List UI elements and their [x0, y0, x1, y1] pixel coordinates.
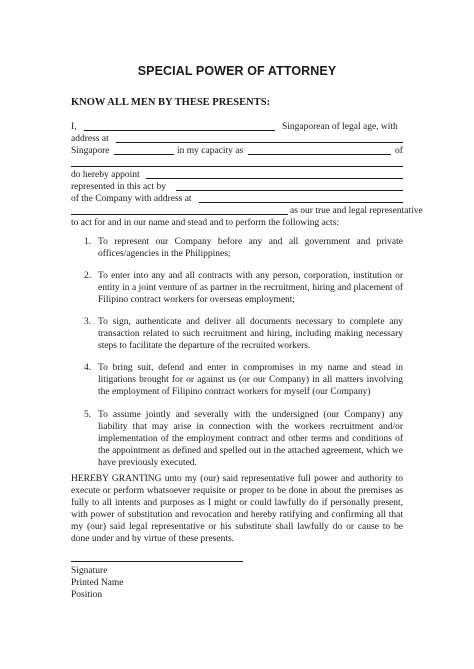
name-blank[interactable] [84, 121, 275, 131]
item-number: 2. [84, 271, 92, 281]
signature-line[interactable] [71, 561, 243, 562]
position-label: Position [71, 590, 103, 600]
company-blank[interactable] [71, 157, 403, 167]
appointee-blank[interactable] [146, 169, 403, 179]
item-text: To represent our Company before any and all government and private offices/agencies in the Philippines; [98, 237, 403, 259]
capacity-blank[interactable] [248, 145, 391, 155]
to-act-text: to act for and in our name and stead and to perform the following acts: [71, 218, 340, 228]
postal-blank[interactable] [114, 145, 174, 155]
address-blank[interactable] [116, 133, 403, 143]
i-label: I, [71, 122, 77, 132]
address-at-label: address at [71, 134, 109, 144]
singapore-label: Singapore [71, 146, 110, 156]
of-label: of [395, 146, 403, 156]
item-number: 1. [84, 237, 92, 247]
subheading: KNOW ALL MEN BY THESE PRESENTS: [71, 97, 271, 108]
representative-blank[interactable] [176, 181, 403, 191]
company-address-blank[interactable] [199, 193, 403, 203]
signature-label: Signature [71, 566, 108, 576]
true-legal-text: as our true and legal representative [290, 206, 423, 216]
form-line-i [71, 121, 77, 133]
document-title: SPECIAL POWER OF ATTORNEY [137, 64, 337, 78]
item-text: To assume jointly and severally with the undersigned (our Company) any liability that may arise in connection with the workers recruitment and/or implementation of the employment contract and other terms and conditions of the appointment as defined and spelled out in the attached agreement, which we have previously executed. [98, 410, 403, 468]
item-text: To bring suit, defend and enter in compromises in my name and stead in litigations brought for or against us (or our Company) in all matters involving the employment of Filipino contract workers for myself (our Company) [98, 363, 403, 397]
granting-paragraph: HEREBY GRANTING unto my (our) said representative full power and authority to execute or perform whatsoever requisite or proper to be done in about the premises as fully to all intents and purposes as I might or could lawfully do if personally present, with power of substitution and revocation and hereby ratifying and confirming all that my (our) said legal representative or his substitute shall lawfully do or cause to be done under and by virtue of these presents. [71, 474, 403, 544]
appoint-label: do hereby appoint [71, 170, 140, 180]
item-number: 4. [84, 363, 92, 373]
nationality-text: Singaporean of legal age, with [282, 122, 398, 132]
item-number: 3. [84, 317, 92, 327]
company-address-blank-2[interactable] [71, 205, 288, 215]
represented-label: represented in this act by [71, 182, 166, 192]
item-number: 5. [84, 410, 92, 420]
printed-name-label: Printed Name [71, 578, 124, 588]
capacity-label: in my capacity as [177, 146, 244, 156]
item-text: To enter into any and all contracts with any person, corporation, institution or entity in a joint venture of as partner in the recruitment, hiring and placement of Filipino contract workers for overseas employment; [98, 271, 403, 305]
item-text: To sign, authenticate and deliver all documents necessary to complete any transaction related to such recruitment and hiring, including making necessary steps to facilitate the departure of the recruited workers. [98, 317, 403, 351]
company-address-label: of the Company with address at [71, 194, 192, 204]
